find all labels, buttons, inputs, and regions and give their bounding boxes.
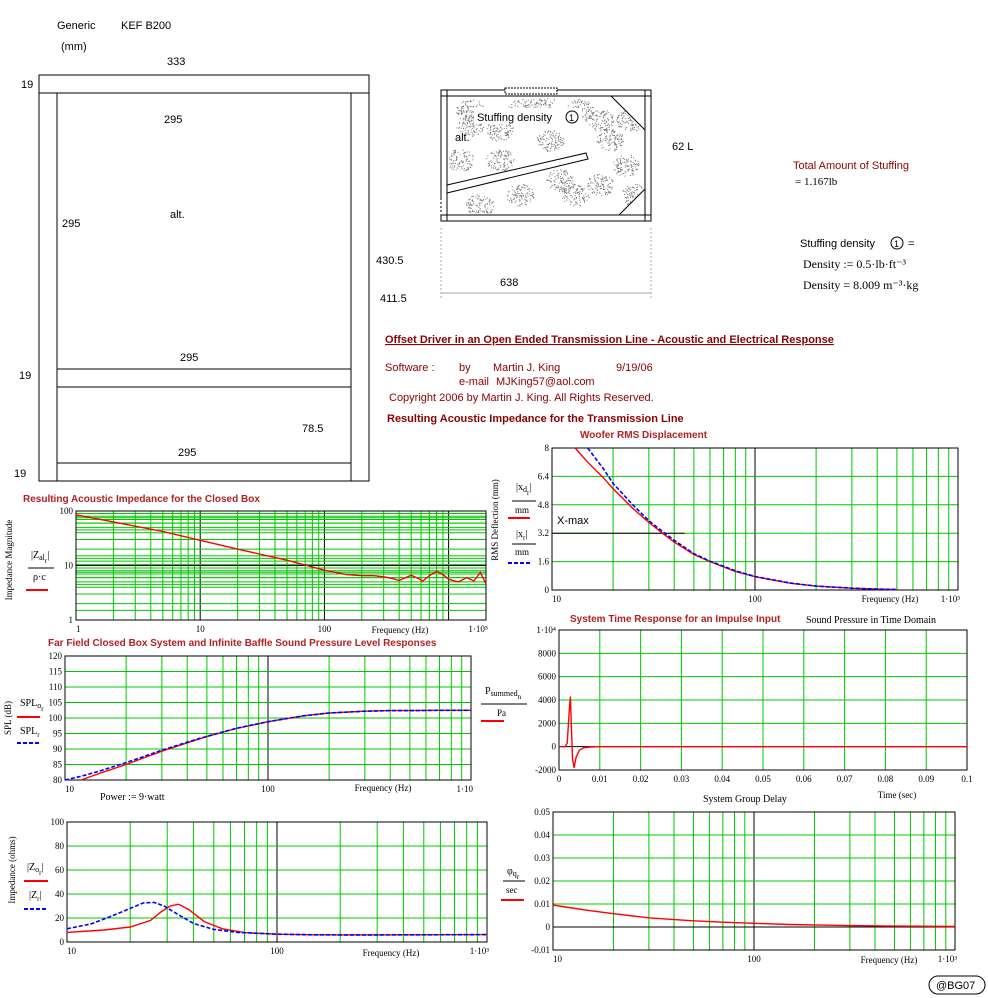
- x-axis-label: Frequency (Hz): [354, 783, 412, 793]
- date-label: 9/19/06: [616, 362, 653, 374]
- circle-1-number: 1: [569, 113, 575, 123]
- x-tick-label: 0.02: [632, 774, 649, 784]
- legend-x-num: $|x_r|$: [516, 529, 528, 542]
- series-line-blue: [588, 448, 897, 590]
- software-label: Software :: [385, 362, 435, 374]
- x-end-label: 1·10³: [937, 954, 957, 964]
- legend-xd-num: $|x_{dr}|$: [516, 482, 532, 497]
- x-tick-label: 0: [556, 774, 562, 784]
- y-tick-label: 8000: [538, 648, 556, 659]
- side-dimension: 295: [62, 218, 81, 230]
- chart-spl-response: [3, 651, 473, 794]
- internal-baffle: [447, 153, 588, 193]
- x-tick-label: 0.07: [836, 774, 853, 784]
- y-axis-label: SPL (dB): [3, 701, 13, 735]
- y-tick-label: 40: [55, 889, 64, 899]
- y-tick-label: 0.03: [534, 853, 550, 863]
- alt-label-right: alt.: [455, 132, 470, 144]
- worksheet-title: Offset Driver in an Open Ended Transmission Line - Acoustic and Electrical Response: [385, 334, 834, 346]
- x-tick-label: 10: [65, 784, 74, 794]
- density-equals: =: [908, 238, 915, 250]
- legend-p-den: Pa: [497, 708, 506, 718]
- panel-2-dimension: 295: [180, 352, 199, 364]
- y-tick-label: 100: [59, 506, 73, 516]
- chart-title-time: System Time Response for an Impulse Input: [570, 614, 781, 625]
- x-tick-label: 0.09: [918, 774, 935, 784]
- panel-3-dimension: 295: [178, 447, 197, 459]
- left-cross-section: [14, 56, 407, 481]
- x-end-label: 1·10³: [469, 946, 489, 956]
- x-axis-label: Frequency (Hz): [371, 625, 429, 635]
- y-tick-label: 0.04: [534, 830, 550, 840]
- y-tick-label: 0: [544, 585, 549, 595]
- volume-label: 62 L: [672, 141, 694, 153]
- legend-closed-box: [26, 550, 54, 590]
- y-tick-label: 1.6: [537, 556, 549, 567]
- stuffing-density-label: Stuffing density: [477, 112, 553, 124]
- legend-p-num: $P_{summedn}$: [485, 686, 522, 701]
- legend-z: $|Z_r|$: [29, 890, 42, 903]
- transmission-line-drawing: [441, 88, 693, 300]
- legend-closed-box-den: ρ·c: [33, 572, 46, 583]
- x-tick-label: 100: [261, 784, 275, 794]
- mid-wall-dimension: 19: [19, 370, 32, 382]
- y-tick-label: 3.2: [537, 528, 549, 539]
- x-tick-label: 10: [552, 594, 561, 604]
- generic-label: Generic: [57, 20, 96, 32]
- density-result: Density = 8.009 m⁻³·kg: [803, 278, 919, 292]
- x-axis-label: Frequency (Hz): [362, 948, 420, 958]
- x-tick-label: 0.06: [795, 774, 812, 784]
- chart-title-displacement: Woofer RMS Displacement: [580, 430, 708, 441]
- xmax-label: X-max: [557, 515, 589, 527]
- y-tick-label: 80: [53, 775, 62, 785]
- y-tick-label: 0.02: [534, 876, 550, 886]
- y-axis-label: Impedance (ohms): [7, 836, 17, 904]
- chart-subtitle-time: Sound Pressure in Time Domain: [806, 615, 937, 626]
- y-tick-label: 80: [55, 841, 64, 851]
- width-dimension: 333: [167, 56, 186, 68]
- depth-dimension-1: 430.5: [376, 255, 404, 267]
- x-tick-label: 10: [553, 954, 562, 964]
- chart-impedance-ohms: [7, 817, 489, 958]
- bottom-wall-dimension: 19: [14, 468, 27, 480]
- author-name: Martin J. King: [493, 362, 561, 374]
- y-axis-label: RMS Deflection (mm): [490, 479, 500, 561]
- x-tick-label: 0.04: [714, 774, 731, 784]
- chart-title-group-delay: System Group Delay: [703, 794, 787, 805]
- y-tick-label: 8: [544, 443, 549, 453]
- chart-closed-box-impedance: [4, 506, 488, 635]
- legend-time: [481, 686, 527, 721]
- legend-spl: [17, 698, 44, 743]
- y-tick-label: 2000: [538, 718, 556, 729]
- y-tick-label: 0: [551, 741, 556, 752]
- y-tick-label: 115: [48, 666, 62, 677]
- total-stuffing-value: = 1.167lb: [795, 176, 838, 188]
- x-axis-label: Frequency (Hz): [861, 594, 919, 604]
- legend-impedance: [24, 862, 48, 909]
- port-dimension: 78.5: [302, 423, 324, 435]
- x-tick-label: 0.1: [961, 774, 973, 784]
- y-tick-label: 95: [53, 728, 62, 739]
- x-tick-label: 0.03: [673, 774, 690, 784]
- x-end-label: 1·10: [456, 784, 473, 794]
- email-label: e-mail: [459, 376, 489, 388]
- by-label: by: [459, 362, 471, 374]
- y-tick-label: 4.8: [537, 499, 549, 510]
- legend-x-den: mm: [515, 547, 530, 557]
- density-label: Stuffing density: [800, 238, 876, 250]
- y-tick-label: 0: [545, 922, 550, 932]
- y-tick-label: 110: [48, 682, 62, 692]
- y-tick-label: 1: [68, 615, 73, 625]
- x-tick-label: 0.08: [877, 774, 894, 784]
- enclosure-outline: [39, 75, 369, 481]
- x-end-label: 1·10³: [940, 594, 960, 604]
- x-tick-label: 100: [317, 624, 332, 634]
- y-tick-label: 6.4: [537, 471, 549, 482]
- legend-spl: $SPL_r$: [20, 726, 40, 739]
- y-tick-label: 6000: [538, 671, 556, 682]
- power-label: Power := 9·watt: [100, 792, 165, 803]
- y-tick-label: -0.01: [531, 945, 550, 955]
- x-tick-label: 1: [76, 624, 81, 634]
- y-tick-label: 1·10⁴: [536, 625, 556, 635]
- y-tick-label: 105: [48, 697, 62, 708]
- units-label: (mm): [61, 41, 87, 53]
- y-tick-label: 0.05: [534, 807, 550, 817]
- y-tick-label: 60: [55, 865, 64, 875]
- corner-brace-top: [611, 96, 645, 130]
- length-dimension: 638: [500, 277, 519, 289]
- x-tick-label: 10: [195, 624, 205, 634]
- x-tick-label: 10: [67, 946, 76, 956]
- email-address[interactable]: MJKing57@aol.com: [496, 376, 595, 388]
- density-definition: Density := 0.5·lb·ft⁻³: [803, 257, 907, 271]
- legend-phi-num: $\varphi_{qr}$: [507, 866, 520, 881]
- depth-dimension-2: 411.5: [380, 293, 407, 305]
- panel-1-dimension: 295: [164, 114, 183, 126]
- series-line-red: [575, 448, 897, 590]
- tl-impedance-subtitle: Resulting Acoustic Impedance for the Transmission Line: [387, 413, 684, 425]
- y-tick-label: 0: [59, 937, 64, 947]
- x-tick-label: 0.05: [755, 774, 771, 784]
- legend-xd-den: mm: [515, 505, 530, 515]
- chart-title-spl: Far Field Closed Box System and Infinite Baffle Sound Pressure Level Responses: [48, 638, 437, 649]
- y-tick-label: 20: [55, 913, 64, 923]
- y-tick-label: -2000: [535, 765, 556, 775]
- copyright-text: Copyright 2006 by Martin J. King. All Rights Reserved.: [389, 392, 654, 404]
- x-axis-label: Time (sec): [877, 790, 917, 800]
- y-tick-label: 100: [48, 713, 62, 723]
- top-wall-dimension: 19: [21, 79, 34, 91]
- chart-group-delay: [531, 807, 957, 965]
- y-tick-label: 100: [50, 817, 64, 827]
- x-tick-label: 100: [748, 594, 762, 604]
- density-circle-number: 1: [894, 239, 900, 249]
- legend-displacement: [508, 482, 536, 563]
- y-tick-label: 0.01: [534, 899, 550, 909]
- y-tick-label: 85: [53, 759, 62, 770]
- y-tick-label: 4000: [538, 695, 556, 705]
- badge-text: @BG07: [936, 980, 976, 992]
- chart-time-response: [535, 625, 973, 800]
- y-tick-label: 10: [64, 560, 73, 571]
- legend-splo: $SPL_{or}$: [20, 698, 44, 713]
- x-tick-label: 100: [747, 954, 761, 964]
- corner-brace-bottom: [619, 189, 645, 215]
- legend-phi-den: sec: [506, 885, 518, 895]
- x-tick-label: 100: [270, 946, 284, 956]
- x-axis-label: Frequency (Hz): [860, 955, 918, 965]
- legend-closed-box-num: $|Z_{alr}|$: [31, 550, 50, 565]
- y-tick-label: 120: [48, 651, 62, 661]
- y-axis-label: Impedance Magnitude: [4, 519, 14, 601]
- x-end-label: 1·10⁵: [468, 624, 488, 634]
- driver-cutout: [505, 88, 557, 94]
- total-stuffing-title: Total Amount of Stuffing: [793, 160, 909, 172]
- y-tick-label: 90: [53, 744, 62, 754]
- chart-title-closed-box: Resulting Acoustic Impedance for the Closed Box: [23, 494, 260, 505]
- alt-label: alt.: [170, 209, 185, 221]
- legend-group-delay: [501, 866, 525, 900]
- x-tick-label: 0.01: [591, 774, 608, 784]
- legend-zo: $|Z_{or}|$: [27, 862, 44, 877]
- driver-name: KEF B200: [121, 20, 172, 32]
